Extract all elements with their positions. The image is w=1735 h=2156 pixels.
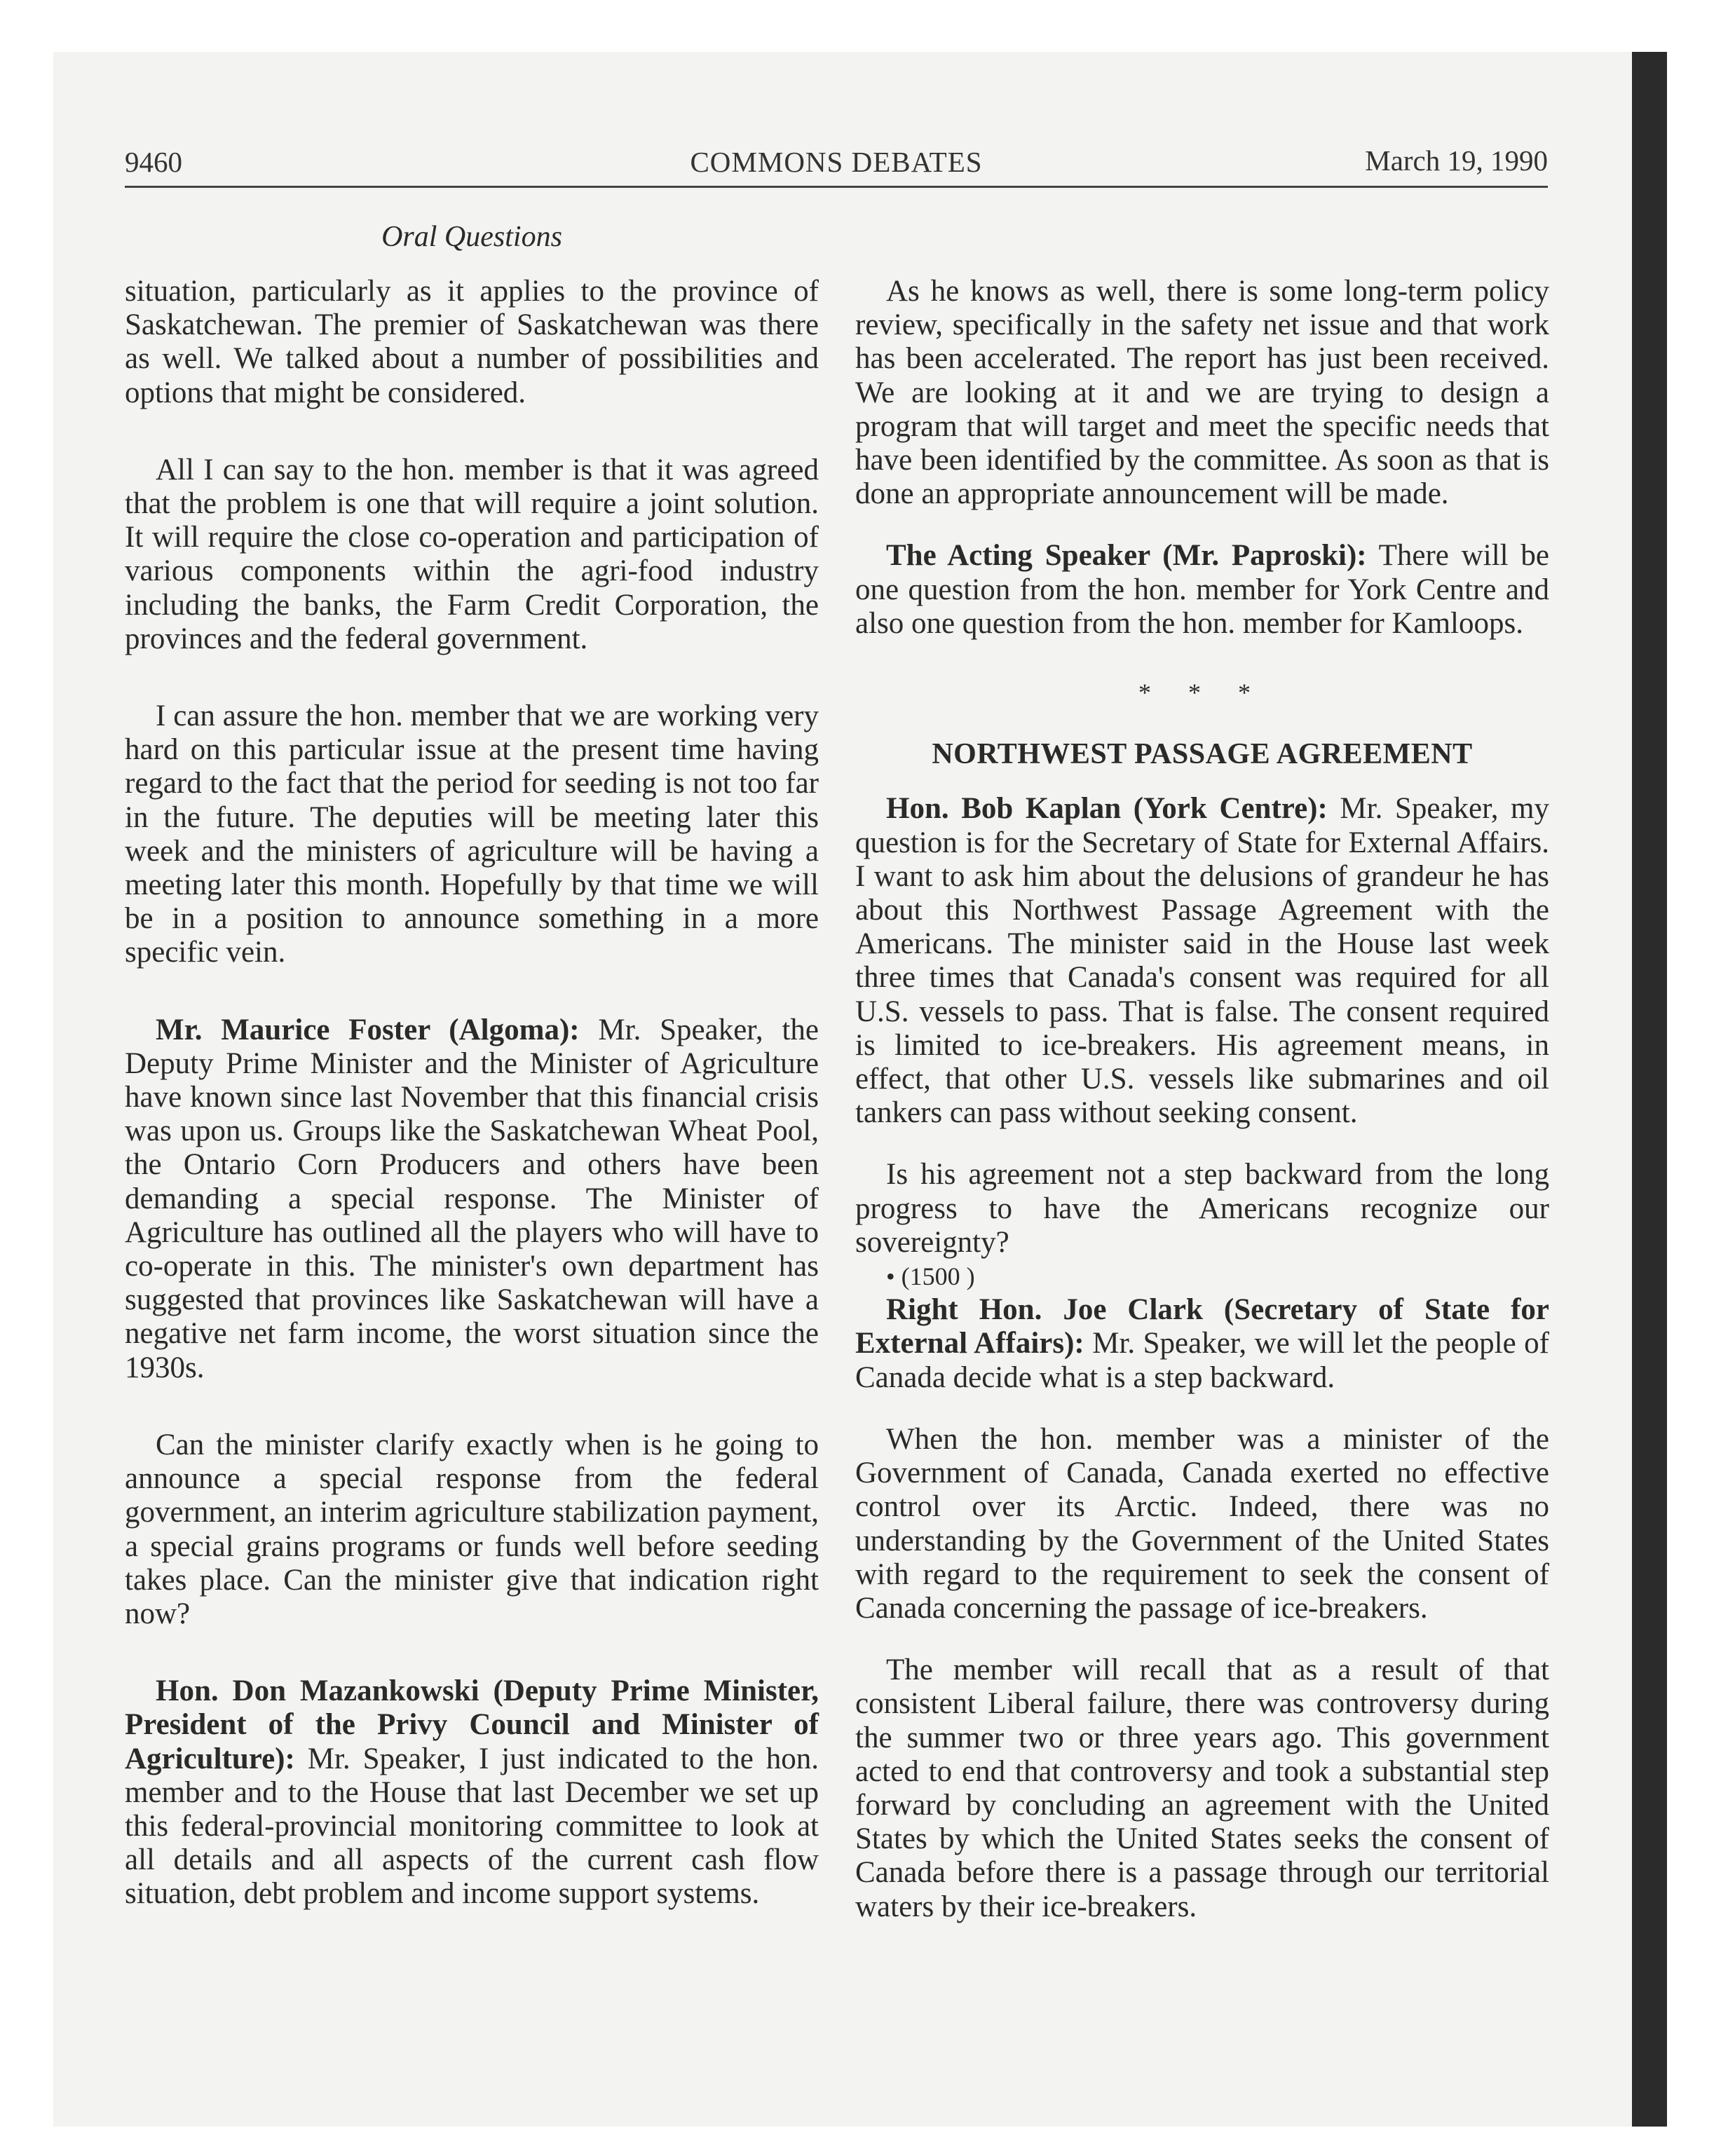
- speech-text: There will be one question from the hon. member for York Centre and also one question from the hon. member for Kamloops.: [855, 539, 1549, 640]
- speech-text: Mr. Speaker, my question is for the Secretary of State for External Affairs. I want to ask him about the delusions of grandeur he has about this Northwest Passage Agreement with the Americans. The minister said in the House last week three times that Canada's consent was required for all U.S. vessels to pass. That is false. The consent required is limited to ice-breakers. His agreement means, in effect, that other U.S. vessels like submarines and oil tankers can pass without seeking consent.: [855, 792, 1549, 1130]
- speaker-name: Right Hon. Joe Clark (Secretary of State for External Affairs):: [855, 1293, 1549, 1360]
- scan-edge-strip: [1632, 52, 1667, 2127]
- speech-paragraph: [125, 1674, 819, 1911]
- speech-text: Mr. Speaker, we will let the people of Canada decide what is a step backward.: [855, 1327, 1549, 1394]
- paragraph: When the hon. member was a minister of the Government of Canada, Canada exerted no effective control over its Arctic. Indeed, there was no understanding by the Government of the United States with regard to the requirement to seek the consent of Canada concerning the passage of ice-breakers.: [855, 1422, 1549, 1625]
- speaker-name: The Acting Speaker (Mr. Paproski):: [886, 539, 1367, 573]
- right-column: [855, 275, 1549, 1924]
- speech-paragraph: [855, 1293, 1549, 1395]
- speaker-name: Mr. Maurice Foster (Algoma):: [156, 1013, 580, 1046]
- paragraph: Can the minister clarify exactly when is he going to announce a special response from the federal government, an interim agriculture stabilization payment, a special grains programs or funds well before seeding takes place. Can the minister give that indication right now?: [125, 1428, 819, 1630]
- paragraph: I can assure the hon. member that we are working very hard on this particular issue at the present time having regard to the fact that the period for seeding is not too far in the future. The deputies will be meeting later this week and the ministers of agriculture will be having a meeting later this month. Hopefully by that time we will be in a position to announce something in a more specific vein.: [125, 700, 819, 969]
- section-label: Oral Questions: [381, 221, 562, 253]
- speech-paragraph: [125, 1014, 819, 1385]
- left-column: [125, 275, 819, 1911]
- publication-title: COMMONS DEBATES: [690, 146, 983, 178]
- paragraph: situation, particularly as it applies to the province of Saskatchewan. The premier of Saskatchewan was there as well. We talked about a number of possibilities and options that might be considered.: [125, 275, 819, 409]
- page-header: [125, 144, 1548, 186]
- page-number: 9460: [125, 146, 182, 178]
- speech-paragraph: [855, 792, 1549, 1130]
- paragraph: All I can say to the hon. member is that it was agreed that the problem is one that will require a joint solution. It will require the close co-operation and participation of various components within the agri-food industry including the banks, the Farm Credit Corporation, the provinces and the federal government.: [125, 453, 819, 655]
- paragraph: The member will recall that as a result of that consistent Liberal failure, there was controversy during the summer two or three years ago. This government acted to end that controversy and took a substantial step forward by concluding an agreement with the United States by which the United States seeks the consent of Canada before there is a passage through our territorial waters by their ice-breakers.: [855, 1653, 1549, 1923]
- section-heading: NORTHWEST PASSAGE AGREEMENT: [932, 738, 1473, 771]
- speech-text: Mr. Speaker, I just indicated to the hon. member and to the House that last December we set up this federal-provincial monitoring committee to look at all details and all aspects of the current cash flow situation, debt problem and income support systems.: [125, 1742, 819, 1911]
- speaker-name: Hon. Bob Kaplan (York Centre):: [886, 792, 1328, 826]
- header-rule: [125, 186, 1548, 188]
- time-marker: • (1500 ): [886, 1262, 975, 1291]
- speaker-name: Hon. Don Mazankowski (Deputy Prime Minister, President of the Privy Council and Minister of Agriculture):: [125, 1674, 819, 1775]
- paragraph: Is his agreement not a step backward from the long progress to have the Americans recognize our sovereignty?: [855, 1158, 1549, 1259]
- speech-text: Mr. Speaker, the Deputy Prime Minister and the Minister of Agriculture have known since last November that this financial crisis was upon us. Groups like the Saskatchewan Wheat Pool, the Ontario Corn Producers and others have been demanding a special response. The Minister of Agriculture has outlined all the players who will have to co-operate in this. The minister's own department has suggested that provinces like Saskatchewan will have a negative net farm income, the worst situation since the 1930s.: [125, 1013, 819, 1384]
- paragraph: As he knows as well, there is some long-term policy review, specifically in the safety net issue and that work has been accelerated. The report has just been received. We are looking at it and we are trying to design a program that will target and meet the specific needs that have been identified by the committee. As soon as that is done an appropriate announcement will be made.: [855, 275, 1549, 511]
- speech-paragraph: [855, 539, 1549, 641]
- publication-date: March 19, 1990: [1365, 144, 1548, 177]
- section-separator: * * *: [1138, 678, 1266, 707]
